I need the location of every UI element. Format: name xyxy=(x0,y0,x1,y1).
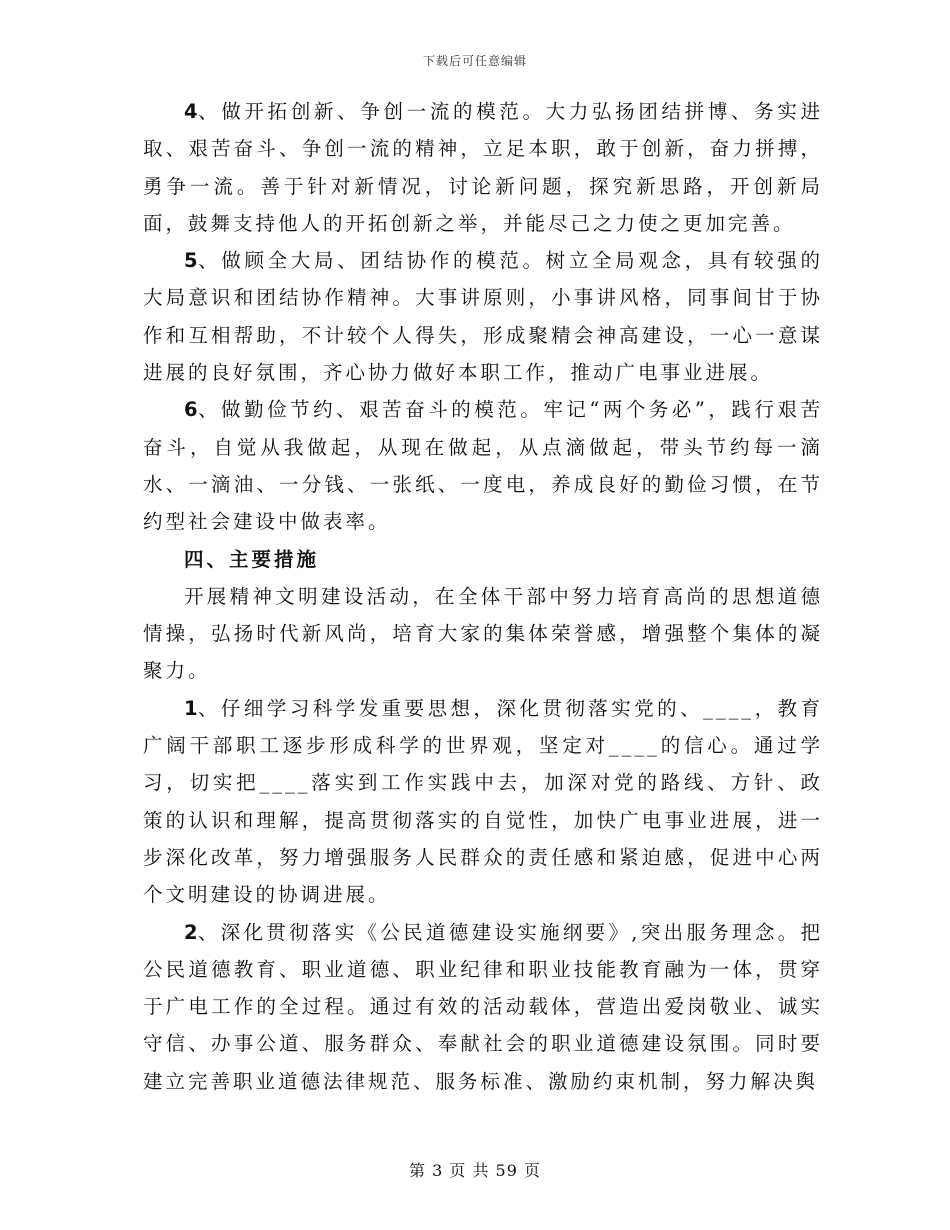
paragraph-6 xyxy=(143,391,823,540)
section-intro: 开展精神文明建设活动，在全体干部中努力培育高尚的思想道德情操，弘扬时代新风尚，培育大家的集体荣誉感，增强整个集体的凝聚力。 xyxy=(143,584,823,683)
item-number: 4 xyxy=(183,100,198,123)
page-footer: 第 3 页 共 59 页 xyxy=(409,1161,541,1180)
paragraph-text: 、深化贯彻落实《公民道德建设实施纲要》,突出服务理念。把公民道德教育、职业道德、职业纪律和职业技能教育融为一体，贯穿于广电工作的全过程。通过有效的活动载体，营造出爱岗敬业、诚实守信、办事公道、服务群众、奉献社会的职业道德建设氛围。同时要建立完善职业道德法律规范、服务标准、激励约束机制，努力解决舆 xyxy=(143,920,823,1093)
paragraph-text: 、做勤俭节约、艰苦奋斗的模范。牢记“两个务必”，践行艰苦奋斗，自觉从我做起，从现在做起，从点滴做起，带头节约每一滴水、一滴油、一分钱、一张纸、一度电，养成良好的勤俭习惯，在节约型社会建设中做表率。 xyxy=(143,398,823,534)
page-header: 下载后可任意编辑 xyxy=(422,54,527,68)
paragraph-text: 、仔细学习科学发重要思想，深化贯彻落实党的、____，教育广阔干部职工逐步形成科学的世界观，坚定对____的信心。通过学习，切实把____落实到工作实践中去，加深对党的路线、方针、政策的认识和理解，提高贯彻落实的自觉性，加快广电事业进展，进一步深化改革，努力增强服务人民群众的责任感和紧迫感，促进中心两个文明建设的协调进展。 xyxy=(143,696,823,907)
paragraph-4 xyxy=(143,93,823,242)
paragraph-text: 、做开拓创新、争创一流的模范。大力弘扬团结拼博、务实进取、艰苦奋斗、争创一流的精神，立足本职，敢于创新，奋力拼搏，勇争一流。善于针对新情况，讨论新问题，探究新思路，开创新局面，鼓舞支持他人的开拓创新之举，并能尽己之力使之更加完善。 xyxy=(143,100,823,235)
measure-1 xyxy=(143,690,823,914)
item-number: 5 xyxy=(183,249,198,273)
paragraph-5 xyxy=(143,242,823,391)
document-body xyxy=(143,93,823,1100)
item-number: 6 xyxy=(183,398,198,422)
paragraph-text: 、做顾全大局、团结协作的模范。树立全局观念，具有较强的大局意识和团结协作精神。大事讲原则，小事讲风格，同事间甘于协作和互相帮助，不计较个人得失，形成聚精会神高建设，一心一意谋进展的良好氛围，齐心协力做好本职工作，推动广电事业进展。 xyxy=(143,249,823,385)
measure-2 xyxy=(143,914,823,1100)
item-number: 1 xyxy=(183,696,198,720)
item-number: 2 xyxy=(183,920,198,944)
section-heading: 四、主要措施 xyxy=(183,547,319,571)
